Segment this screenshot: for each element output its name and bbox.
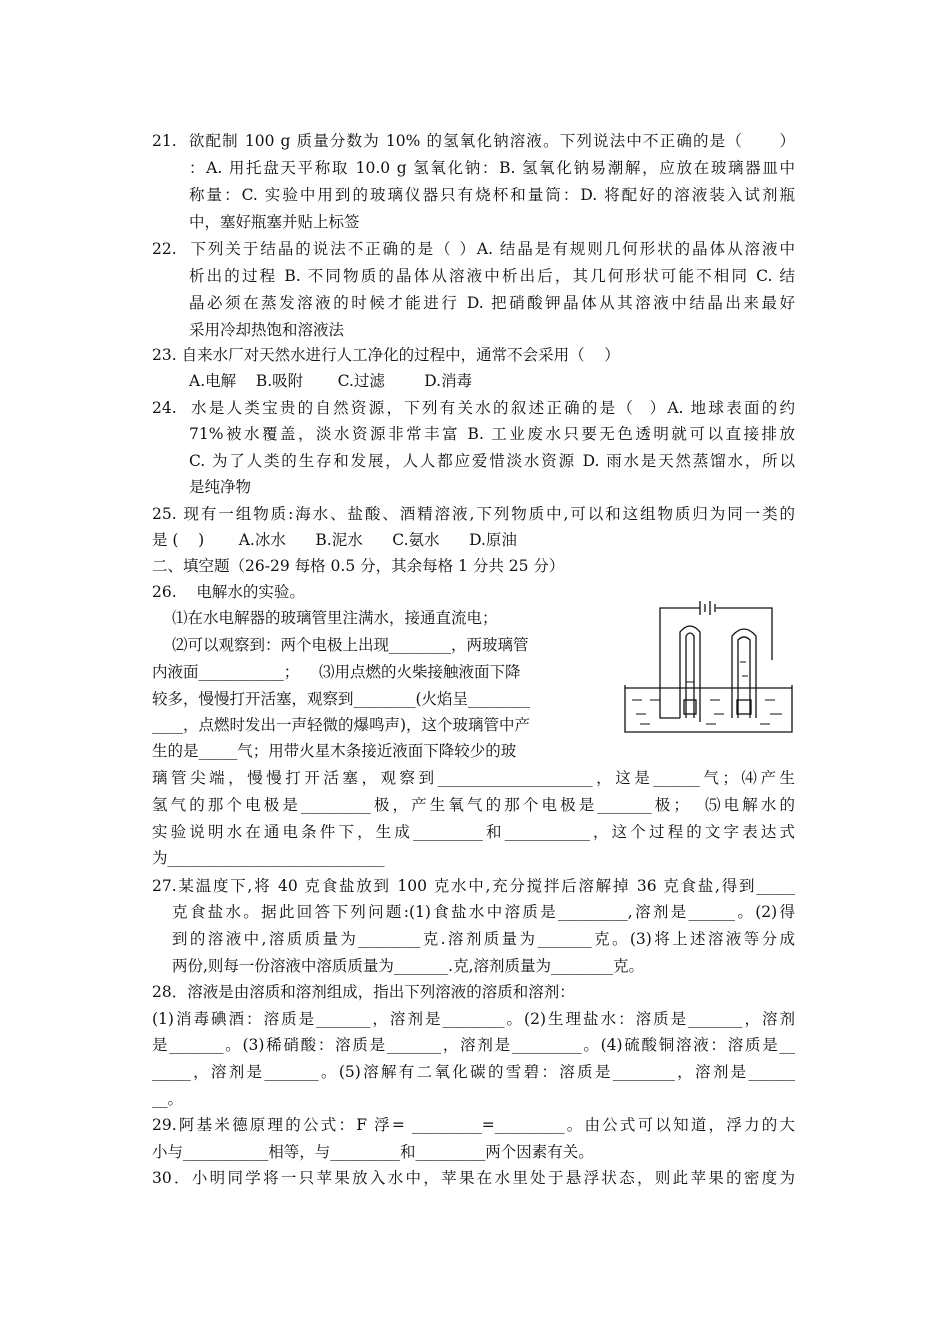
q26-line-6: ____，点燃时发出一声轻微的爆鸣声)，这个玻璃管中产	[152, 716, 531, 734]
q27-line-3: 到的溶液中,溶质质量为________克.溶剂质量为_______克。(3)将上述溶液等分成	[172, 930, 795, 948]
q27-line-1: 27.某温度下,将 40 克食盐放到 100 克水中,充分搅拌后溶解掉 36 克食盐,得到_____	[152, 877, 795, 895]
electrolysis-apparatus-figure	[620, 600, 800, 740]
q28-line-1: 28．溶液是由溶质和溶剂组成，指出下列溶液的溶质和溶剂：	[152, 983, 575, 1001]
q23-line-1: 23. 自来水厂对天然水进行人工净化的过程中，通常不会采用（ ）	[152, 346, 620, 364]
q27-line-4: 两份,则每一份溶液中溶质质量为_______.克,溶剂质量为________克。	[172, 957, 645, 975]
q23-options: A.电解 B.吸附 C.过滤 D.消毒	[189, 372, 473, 390]
q26-line-4: 内液面___________； ⑶用点燃的火柴接触液面下降	[152, 663, 521, 681]
q21-line-4: 中，塞好瓶塞并贴上标签	[189, 213, 360, 231]
q26-line-8: 璃管尖端，慢慢打开活塞，观察到____________________，这是______气；⑷产生	[152, 769, 795, 787]
q21-line-2: ：A. 用托盘天平称取 10.0 g 氢氧化钠：B. 氢氧化钠易潮解，应放在玻璃器皿中	[189, 159, 795, 177]
q22-line-3: 晶必须在蒸发溶液的时候才能进行 D. 把硝酸钾晶体从其溶液中结晶出来最好	[189, 294, 795, 312]
q28-line-2: (1)消毒碘酒：溶质是_______，溶剂是________。(2)生理盐水：溶质是_______，溶剂	[152, 1010, 795, 1028]
q26-line-7: 生的是_____气；用带火星木条接近液面下降较少的玻	[152, 742, 517, 760]
q24-line-1: 24. 水是人类宝贵的自然资源，下列有关水的叙述正确的是（ ）A. 地球表面的约	[152, 399, 795, 417]
q26-line-11: 为____________________________	[152, 849, 385, 867]
q26-line-5: 较多，慢慢打开活塞，观察到________(火焰呈________	[152, 690, 531, 708]
q27-line-2: 克食盐水。据此回答下列问题:(1)食盐水中溶质是_________,溶剂是______。(2)得	[172, 903, 795, 921]
q24-line-4: 是纯净物	[189, 478, 252, 496]
q28-line-3: 是_______。(3)稀硝酸：溶质是_______，溶剂是_________。(4)硫酸铜溶液：溶质是__	[152, 1036, 795, 1054]
q26-line-1: 26. 电解水的实验。	[152, 583, 305, 601]
section-heading-fill-blank: 二、填空题（26-29 每格 0.5 分，其余每格 1 分共 25 分）	[152, 557, 565, 575]
q28-line-4: _____，溶剂是_______。(5)溶解有二氧化碳的雪碧：溶质是________，溶剂是______	[152, 1063, 795, 1081]
q29-line-1: 29.阿基米德原理的公式：F 浮= _________=_________。由公式可以知道，浮力的大	[152, 1116, 795, 1134]
q21-line-3: 称量：C. 实验中用到的玻璃仪器只有烧杯和量筒：D. 将配好的溶液装入试剂瓶	[189, 186, 795, 204]
q24-line-3: C. 为了人类的生存和发展，人人都应爱惜淡水资源 D. 雨水是天然蒸馏水，所以	[189, 452, 795, 470]
q26-line-3: ⑵可以观察到：两个电极上出现________，两玻璃管	[172, 636, 529, 654]
q26-line-2: ⑴在水电解器的玻璃管里注满水，接通直流电；	[172, 609, 498, 627]
q25-line-2: 是 ( ) A.冰水 B.泥水 C.氨水 D.原油	[152, 531, 517, 549]
q22-line-1: 22. 下列关于结晶的说法不正确的是（ ）A. 结晶是有规则几何形状的晶体从溶液中	[152, 240, 795, 258]
q24-line-2: 71%被水覆盖，淡水资源非常丰富 B. 工业废水只要无色透明就可以直接排放	[189, 425, 795, 443]
q25-line-1: 25. 现有一组物质:海水、盐酸、酒精溶液,下列物质中,可以和这组物质归为同一类的	[152, 505, 795, 523]
q22-line-4: 采用冷却热饱和溶液法	[189, 321, 345, 339]
q26-line-10: 实验说明水在通电条件下，生成_________和___________，这个过程的文字表达式	[152, 823, 795, 841]
q29-line-2: 小与___________相等，与_________和_________两个因素有关。	[152, 1143, 594, 1161]
q30-line-1: 30．小明同学将一只苹果放入水中，苹果在水里处于悬浮状态，则此苹果的密度为	[152, 1169, 795, 1187]
q22-line-2: 析出的过程 B. 不同物质的晶体从溶液中析出后，其几何形状可能不相同 C. 结	[189, 267, 795, 285]
q26-line-9: 氢气的那个电极是_________极，产生氧气的那个电极是_______极； ⑸电解水的	[152, 796, 795, 814]
q28-line-5: __。	[152, 1090, 184, 1108]
q21-line-1: 21. 欲配制 100 g 质量分数为 10% 的氢氧化钠溶液。下列说法中不正确的是（ ）	[152, 132, 795, 150]
